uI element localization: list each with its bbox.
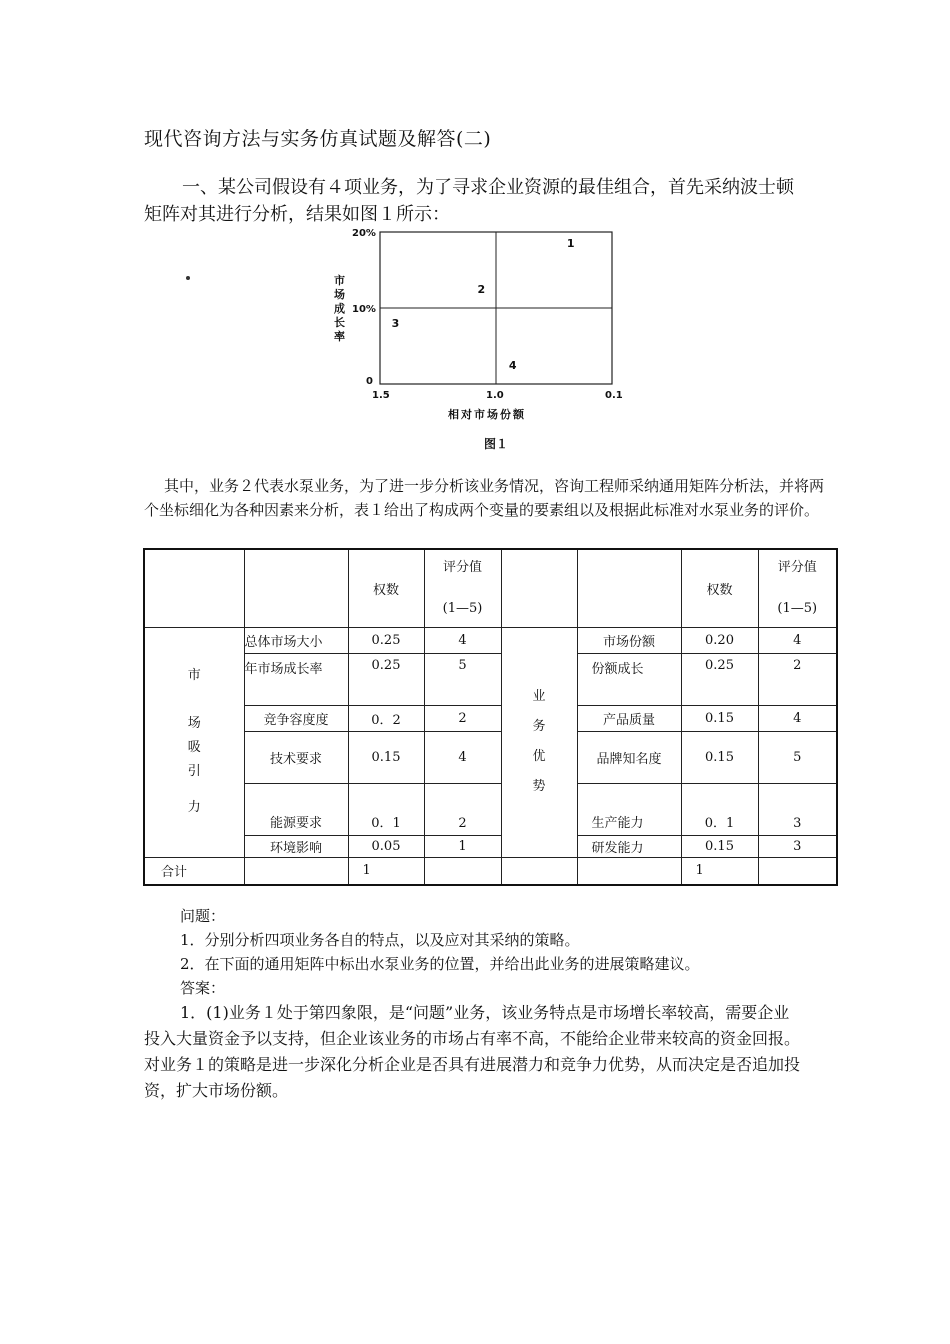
y-axis-char: 市 (334, 274, 345, 287)
table-row (144, 653, 837, 705)
factor-cell: 市场份额 (577, 627, 681, 653)
weight-cell: 0.15 (681, 731, 758, 783)
total-right-weight: 1 (681, 857, 758, 885)
question-2: 2．在下面的通用矩阵中标出水泵业务的位置，并给出此业务的进展策略建议。 (180, 955, 700, 973)
questions-label: 问题： (180, 907, 226, 925)
empty-cell (758, 857, 837, 885)
stray-mark (186, 276, 190, 280)
market-attractiveness-group: 市 场 吸 引 力 (144, 627, 244, 857)
weight-cell: 0.25 (681, 653, 758, 705)
weight-cell: 0.25 (348, 627, 424, 653)
header-score-label: 评分值 (777, 560, 817, 575)
data-points (392, 237, 575, 372)
question-1: 1．分别分析四项业务各自的特点，以及应对其采纳的策略。 (180, 931, 580, 949)
x-tick-1-5: 1.5 (372, 390, 390, 401)
empty-cell (577, 857, 681, 885)
factor-cell: 生产能力 (577, 783, 681, 835)
intro-text: 一、某公司假设有４项业务，为了寻求企业资源的最佳组合，首先采纳波士顿矩阵对其进行分析，结果如图１所示： (144, 177, 794, 225)
y-tick-0: 0 (366, 376, 373, 387)
score-cell: 5 (424, 653, 501, 705)
factor-cell: 环境影响 (244, 835, 348, 857)
header-score-label: 评分值 (442, 560, 482, 575)
factor-cell: 技术要求 (244, 731, 348, 783)
header-score-range: (1—5) (777, 601, 818, 616)
header-empty (144, 549, 244, 627)
factor-cell: 年市场成长率 (244, 653, 348, 705)
y-tick-10: 10% (352, 304, 376, 315)
data-point-label: 1 (566, 237, 575, 251)
weight-cell: 0.05 (348, 835, 424, 857)
data-point-label: 2 (477, 282, 486, 296)
y-axis-char: 场 (334, 288, 345, 301)
questions-section (144, 904, 824, 1000)
weight-cell: 0．2 (348, 705, 424, 731)
context-text: 其中，业务２代表水泵业务，为了进一步分析该业务情况，咨询工程师采纳通用矩阵分析法，并将两个坐标细化为各种因素来分析，表１给出了构成两个变量的要素组以及根据此标准对水泵业务的评价。 (144, 477, 825, 519)
weight-cell: 0．1 (348, 783, 424, 835)
weight-cell: 0.15 (681, 835, 758, 857)
business-strength-group: 业 务 优 势 (501, 627, 577, 857)
evaluation-table (143, 548, 838, 886)
header-score (758, 549, 837, 627)
answer-label: 答案： (180, 979, 226, 997)
header-empty (244, 549, 348, 627)
y-axis-char: 率 (334, 330, 345, 343)
weight-cell: 0.20 (681, 627, 758, 653)
context-paragraph (144, 474, 824, 522)
weight-cell: 0．1 (681, 783, 758, 835)
table-row (144, 783, 837, 835)
score-cell: 5 (758, 731, 837, 783)
factor-cell: 品牌知名度 (577, 731, 681, 783)
factor-cell: 研发能力 (577, 835, 681, 857)
empty-cell (244, 857, 348, 885)
y-axis-label (334, 273, 345, 343)
factor-cell: 产品质量 (577, 705, 681, 731)
score-cell: 3 (758, 835, 837, 857)
weight-cell: 0.25 (348, 653, 424, 705)
header-empty (501, 549, 577, 627)
score-cell: 4 (758, 627, 837, 653)
weight-cell: 0.15 (681, 705, 758, 731)
data-point-label: 3 (391, 317, 400, 330)
x-axis-label: 相对市场份额 (448, 408, 526, 421)
empty-cell (424, 857, 501, 885)
score-cell: 2 (758, 653, 837, 705)
bcg-matrix-figure (330, 222, 650, 458)
header-weight: 权数 (348, 549, 424, 627)
header-score-range: (1—5) (442, 601, 483, 616)
table-row (144, 705, 837, 731)
answer-paragraph (144, 1000, 804, 1104)
x-tick-0-1: 0.1 (605, 390, 623, 401)
factor-cell: 份额成长 (577, 653, 681, 705)
score-cell: 2 (424, 783, 501, 835)
header-score (424, 549, 501, 627)
intro-paragraph (144, 174, 804, 228)
table-row (144, 731, 837, 783)
header-empty (577, 549, 681, 627)
score-cell: 4 (424, 731, 501, 783)
table-row (144, 627, 837, 653)
total-left-weight: 1 (348, 857, 424, 885)
score-cell: 1 (424, 835, 501, 857)
y-axis-char: 成 (334, 302, 345, 315)
y-tick-20: 20% (352, 228, 376, 239)
score-cell: 4 (424, 627, 501, 653)
factor-cell: 能源要求 (244, 783, 348, 835)
page-title: 现代咨询方法与实务仿真试题及解答(二) (144, 128, 492, 150)
empty-cell (501, 857, 577, 885)
y-axis-char: 长 (334, 316, 345, 329)
total-label: 合计 (144, 857, 244, 885)
score-cell: 3 (758, 783, 837, 835)
weight-cell: 0.15 (348, 731, 424, 783)
answer-1-text: 1．(1)业务１处于第四象限，是“问题”业务，该业务特点是市场增长率较高，需要企业投入大量资金予以支持，但企业该业务的市场占有率不高，不能给企业带来较高的资金回报。对业务１的策略是进一步深化分析企业是否具有进展潜力和竞争力优势，从而决定是否追加投资，扩大市场份额。 (144, 1003, 801, 1100)
figure-caption: 图１ (484, 437, 509, 451)
factor-cell: 竞争容度度 (244, 705, 348, 731)
header-weight: 权数 (681, 549, 758, 627)
table-row (144, 835, 837, 857)
factor-cell: 总体市场大小 (244, 627, 348, 653)
table-header-row (144, 549, 837, 627)
data-point-label: 4 (508, 358, 517, 372)
score-cell: 4 (758, 705, 837, 731)
score-cell: 2 (424, 705, 501, 731)
x-tick-1-0: 1.0 (486, 390, 504, 401)
table-total-row (144, 857, 837, 885)
